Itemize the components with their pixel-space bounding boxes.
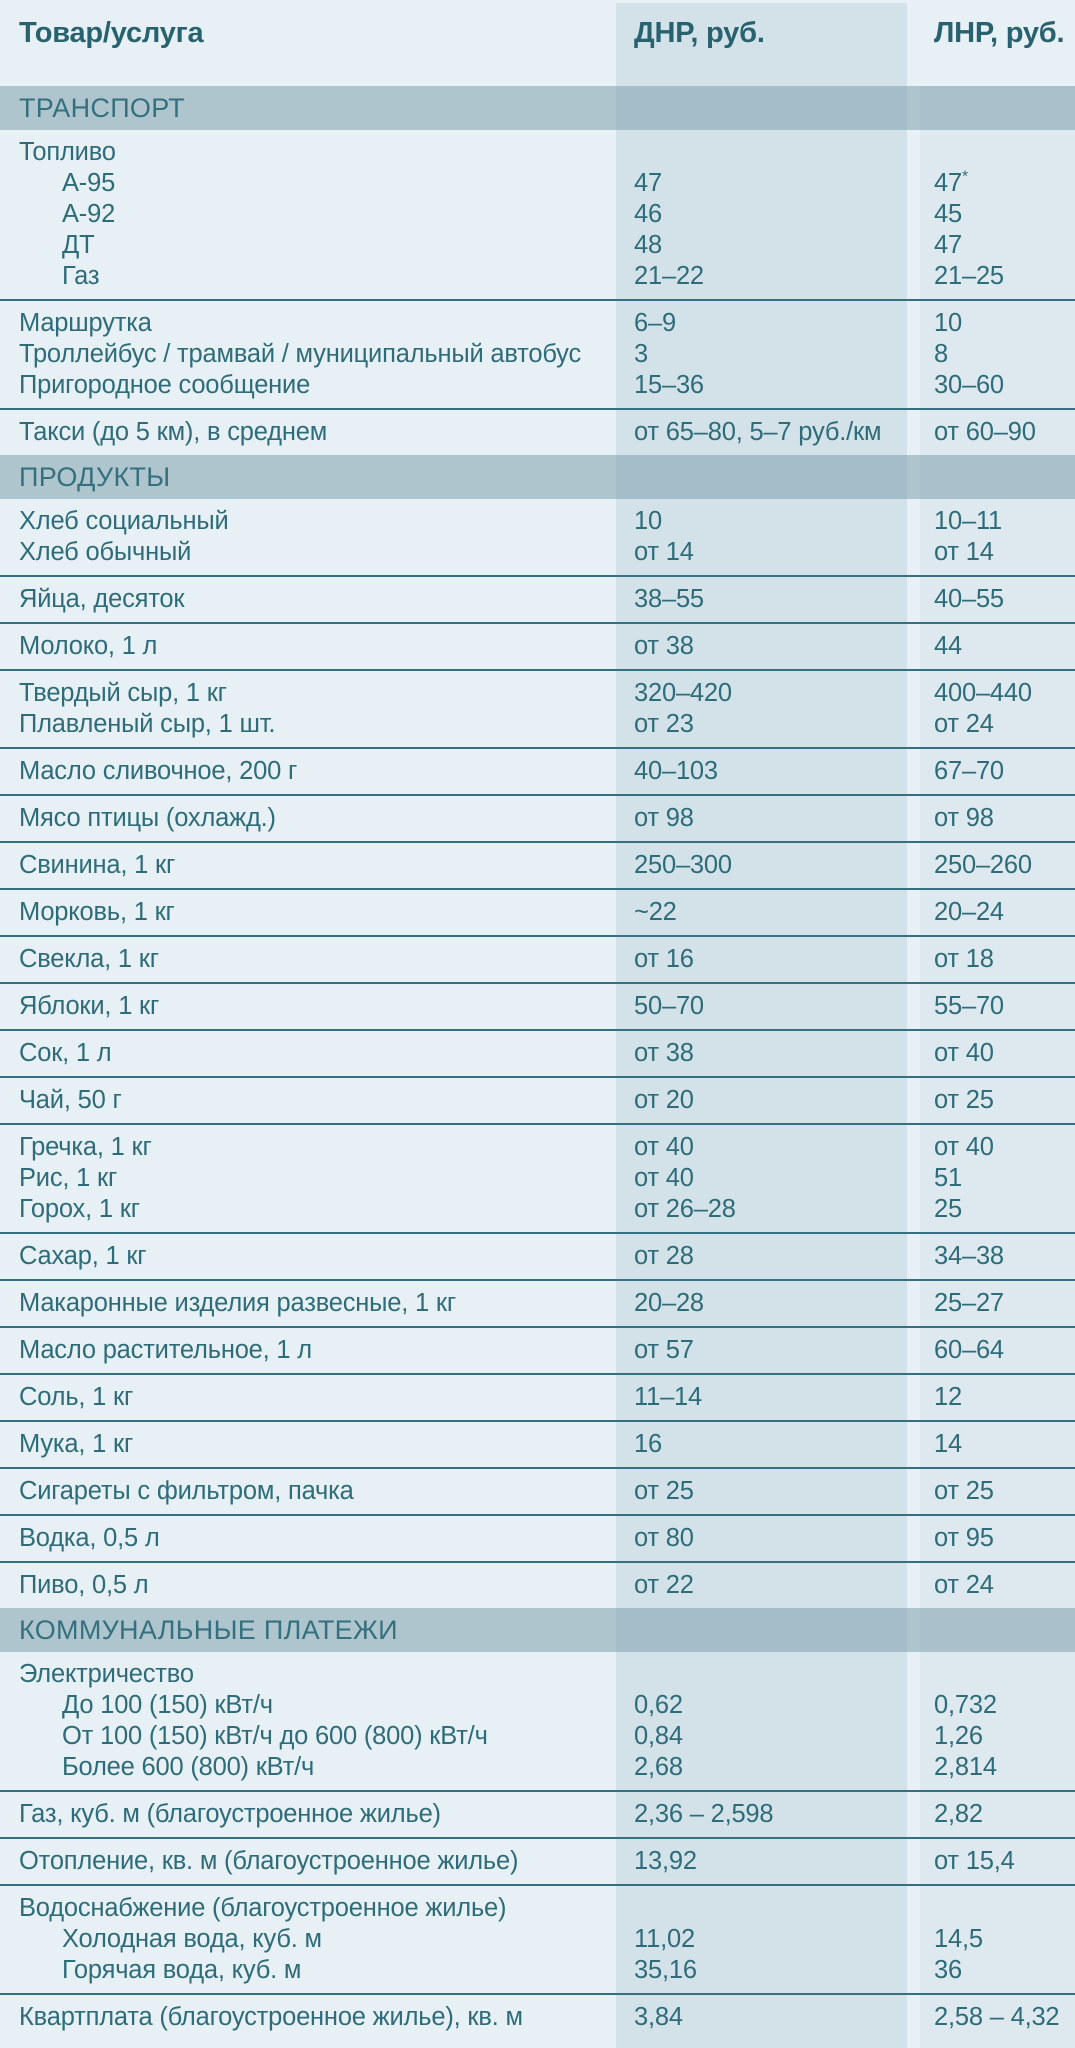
table-row [0, 199, 1075, 230]
row-group [0, 982, 1075, 1029]
row-group [0, 1652, 1075, 1790]
column-gap [907, 199, 920, 230]
row-group [0, 1373, 1075, 1420]
table-row [0, 261, 1075, 292]
dnr-value: 46 [634, 200, 662, 228]
lnr-value: 47 [934, 231, 962, 259]
lnr-value: 2,814 [934, 1753, 997, 1781]
table-row [0, 1194, 1075, 1225]
lnr-value: от 95 [934, 1524, 994, 1552]
row-label: Молоко, 1 л [19, 632, 158, 660]
row-group [0, 1837, 1075, 1884]
dnr-value: 15–36 [634, 371, 704, 399]
lnr-value: 25–27 [934, 1289, 1004, 1317]
row-label: Троллейбус / трамвай / муниципальный автобус [19, 340, 581, 368]
row-group [0, 575, 1075, 622]
row-label: Плавленый сыр, 1 шт. [19, 710, 276, 738]
row-group [0, 1279, 1075, 1326]
column-gap [907, 1038, 920, 1069]
dnr-value: 35,16 [634, 1956, 697, 1984]
column-gap [907, 1382, 920, 1413]
row-label: Соль, 1 кг [19, 1383, 134, 1411]
table-row [0, 1955, 1075, 1986]
column-gap [907, 1924, 920, 1955]
lnr-value: 40–55 [934, 585, 1004, 613]
dnr-value: 6–9 [634, 309, 676, 337]
column-header-lnr: ЛНР, руб. [934, 17, 1065, 49]
column-gap [907, 756, 920, 787]
row-group [0, 1123, 1075, 1232]
column-gap [907, 709, 920, 740]
table-row [0, 1038, 1075, 1069]
row-group [0, 841, 1075, 888]
table-row [0, 2002, 1075, 2033]
row-group [0, 408, 1075, 455]
lnr-value: 1,26 [934, 1722, 983, 1750]
row-label: Свинина, 1 кг [19, 851, 176, 879]
lnr-value: от 25 [934, 1086, 994, 1114]
dnr-value: 3 [634, 340, 648, 368]
lnr-value: 34–38 [934, 1242, 1004, 1270]
row-group [0, 1884, 1075, 1993]
column-gap [907, 850, 920, 881]
row-group [0, 1467, 1075, 1514]
column-gap [907, 1893, 920, 1924]
dnr-value: 11–14 [634, 1383, 703, 1411]
column-gap [907, 1288, 920, 1319]
column-gap [907, 631, 920, 662]
row-label: Газ [62, 262, 100, 290]
table-row [0, 1924, 1075, 1955]
dnr-value: от 80 [634, 1524, 694, 1552]
lnr-value: от 60–90 [934, 418, 1036, 446]
column-gap [907, 1690, 920, 1721]
column-gap [907, 1429, 920, 1460]
lnr-value: 45 [934, 200, 962, 228]
dnr-value: от 28 [634, 1242, 694, 1270]
dnr-value: 48 [634, 231, 662, 259]
row-label: Хлеб социальный [19, 507, 229, 535]
dnr-value: 2,68 [634, 1753, 683, 1781]
table-row [0, 137, 1075, 168]
column-gap [907, 1659, 920, 1690]
table-row [0, 506, 1075, 537]
dnr-value: 47 [634, 169, 662, 197]
row-label: Водка, 0,5 л [19, 1524, 160, 1552]
dnr-value: от 14 [634, 538, 694, 566]
row-label: Твердый сыр, 1 кг [19, 679, 227, 707]
dnr-value: 0,84 [634, 1722, 683, 1750]
dnr-value: от 38 [634, 632, 694, 660]
footnote-asterisk: * [961, 168, 968, 186]
lnr-value: 47* [934, 168, 968, 197]
table-row [0, 1846, 1075, 1877]
row-group [0, 747, 1075, 794]
dnr-value: 50–70 [634, 992, 704, 1020]
dnr-value: от 20 [634, 1086, 694, 1114]
table-row [0, 709, 1075, 740]
lnr-value: от 40 [934, 1133, 994, 1161]
row-label: Квартплата (благоустроенное жилье), кв. м [19, 2003, 523, 2031]
row-label: Холодная вода, куб. м [62, 1925, 322, 1953]
table-row [0, 417, 1075, 448]
row-group [0, 1514, 1075, 1561]
table-row [0, 803, 1075, 834]
column-gap [907, 1955, 920, 1986]
table-row [0, 678, 1075, 709]
section-band: КОММУНАЛЬНЫЕ ПЛАТЕЖИ [0, 1608, 1075, 1652]
row-label: Пригородное сообщение [19, 371, 311, 399]
section-band: ТРАНСПОРТ [0, 86, 1075, 130]
row-label: Мука, 1 кг [19, 1430, 134, 1458]
lnr-value: 14,5 [934, 1925, 983, 1953]
row-group [0, 499, 1075, 575]
table-row [0, 1476, 1075, 1507]
row-group [0, 888, 1075, 935]
row-group [0, 1029, 1075, 1076]
lnr-value: 67–70 [934, 757, 1004, 785]
row-label: От 100 (150) кВт/ч до 600 (800) кВт/ч [62, 1722, 488, 1750]
table-row [0, 1288, 1075, 1319]
column-gap [907, 1799, 920, 1830]
row-label: Отопление, кв. м (благоустроенное жилье) [19, 1847, 519, 1875]
table-row [0, 991, 1075, 1022]
lnr-value: 21–25 [934, 262, 1004, 290]
column-gap [907, 1846, 920, 1877]
column-gap [907, 417, 920, 448]
table-row [0, 897, 1075, 928]
lnr-value: 2,58 – 4,32 [934, 2003, 1060, 2031]
row-label: Пиво, 0,5 л [19, 1571, 149, 1599]
lnr-value: 250–260 [934, 851, 1032, 879]
row-label: Горячая вода, куб. м [62, 1956, 302, 1984]
row-label: Мясо птицы (охлажд.) [19, 804, 276, 832]
table-row [0, 631, 1075, 662]
column-gap [907, 1163, 920, 1194]
column-gap [907, 168, 920, 199]
row-group [0, 794, 1075, 841]
table-row [0, 1132, 1075, 1163]
lnr-value: 8 [934, 340, 948, 368]
row-label: Более 600 (800) кВт/ч [62, 1753, 315, 1781]
lnr-value: 30–60 [934, 371, 1004, 399]
column-header-item: Товар/услуга [19, 17, 204, 49]
table-row [0, 1570, 1075, 1601]
dnr-value: от 16 [634, 945, 694, 973]
lnr-value [920, 1893, 1075, 1924]
row-group [0, 1232, 1075, 1279]
table-row [0, 1893, 1075, 1924]
row-group [0, 1076, 1075, 1123]
lnr-value: от 18 [934, 945, 994, 973]
dnr-value: 13,92 [634, 1847, 697, 1875]
dnr-value: от 98 [634, 804, 694, 832]
table-row [0, 1335, 1075, 1366]
row-group [0, 1420, 1075, 1467]
row-label: Электричество [19, 1660, 194, 1688]
lnr-value [920, 1659, 1075, 1690]
dnr-value: 2,36 – 2,598 [634, 1800, 774, 1828]
dnr-value [616, 1659, 907, 1690]
table-header-row [0, 0, 1075, 86]
row-label: ДТ [62, 231, 95, 259]
row-label: Топливо [19, 138, 116, 166]
table-row [0, 1241, 1075, 1272]
table-row [0, 370, 1075, 401]
table-row [0, 1163, 1075, 1194]
column-gap [907, 1752, 920, 1783]
dnr-value: 3,84 [634, 2003, 683, 2031]
dnr-value: от 22 [634, 1571, 694, 1599]
column-gap [907, 506, 920, 537]
dnr-value: 40–103 [634, 757, 718, 785]
lnr-value: 14 [934, 1430, 962, 1458]
lnr-value: 0,732 [934, 1691, 997, 1719]
column-gap [907, 2002, 920, 2033]
row-group [0, 1790, 1075, 1837]
row-group [0, 1561, 1075, 1608]
lnr-value: 12 [934, 1383, 962, 1411]
row-label: Свекла, 1 кг [19, 945, 159, 973]
column-gap [907, 584, 920, 615]
column-gap [907, 1570, 920, 1601]
lnr-value: 25 [934, 1195, 962, 1223]
row-label: Хлеб обычный [19, 538, 192, 566]
row-label: Сахар, 1 кг [19, 1242, 147, 1270]
row-label: Макаронные изделия развесные, 1 кг [19, 1289, 456, 1317]
section-band: ПРОДУКТЫ [0, 455, 1075, 499]
row-label: Маршрутка [19, 309, 152, 337]
row-group [0, 299, 1075, 408]
dnr-value [616, 1893, 907, 1924]
row-label: Сигареты с фильтром, пачка [19, 1477, 354, 1505]
column-gap [907, 0, 920, 86]
dnr-value: 38–55 [634, 585, 704, 613]
column-gap [907, 678, 920, 709]
lnr-value: от 98 [934, 804, 994, 832]
table-row [0, 1085, 1075, 1116]
column-gap [907, 1241, 920, 1272]
dnr-value: от 25 [634, 1477, 694, 1505]
column-gap [907, 1476, 920, 1507]
table-row [0, 1752, 1075, 1783]
table-row [0, 537, 1075, 568]
row-label: Водоснабжение (благоустроенное жилье) [19, 1894, 507, 1922]
table-row [0, 230, 1075, 261]
column-gap [907, 1132, 920, 1163]
dnr-value: 11,02 [634, 1925, 695, 1953]
lnr-value: 51 [934, 1164, 962, 1192]
lnr-value: от 15,4 [934, 1847, 1015, 1875]
lnr-value: 2,82 [934, 1800, 983, 1828]
column-gap [907, 261, 920, 292]
row-label: Гречка, 1 кг [19, 1133, 152, 1161]
column-gap [907, 308, 920, 339]
table-row [0, 850, 1075, 881]
dnr-value: от 26–28 [634, 1195, 736, 1223]
dnr-value: 21–22 [634, 262, 704, 290]
dnr-value: от 40 [634, 1133, 694, 1161]
row-label: Масло растительное, 1 л [19, 1336, 312, 1364]
table-row [0, 756, 1075, 787]
column-gap [907, 339, 920, 370]
dnr-value: 16 [634, 1430, 662, 1458]
lnr-value: от 24 [934, 710, 994, 738]
table-row [0, 1659, 1075, 1690]
lnr-value [920, 137, 1075, 168]
lnr-value: от 40 [934, 1039, 994, 1067]
column-gap [907, 944, 920, 975]
dnr-value: от 38 [634, 1039, 694, 1067]
row-label: Рис, 1 кг [19, 1164, 118, 1192]
lnr-value: от 24 [934, 1571, 994, 1599]
dnr-value: от 57 [634, 1336, 694, 1364]
row-label: А-95 [62, 169, 116, 197]
column-gap [907, 1523, 920, 1554]
column-gap [907, 137, 920, 168]
table-row [0, 1523, 1075, 1554]
row-label: Горох, 1 кг [19, 1195, 140, 1223]
row-group [0, 130, 1075, 299]
row-group [0, 1993, 1075, 2048]
lnr-value: 44 [934, 632, 962, 660]
dnr-value: 0,62 [634, 1691, 683, 1719]
table-row [0, 168, 1075, 199]
dnr-value: ~22 [634, 898, 677, 926]
lnr-value: 400–440 [934, 679, 1032, 707]
lnr-value: 60–64 [934, 1336, 1004, 1364]
table-row [0, 339, 1075, 370]
lnr-value: 36 [934, 1956, 962, 1984]
column-gap [907, 991, 920, 1022]
dnr-value: от 23 [634, 710, 694, 738]
row-label: Морковь, 1 кг [19, 898, 175, 926]
row-group [0, 622, 1075, 669]
row-label: Газ, куб. м (благоустроенное жилье) [19, 1800, 441, 1828]
dnr-value: 10 [634, 507, 662, 535]
column-gap [907, 230, 920, 261]
row-label: Сок, 1 л [19, 1039, 112, 1067]
dnr-value: от 40 [634, 1164, 694, 1192]
table-row [0, 944, 1075, 975]
table-row [0, 1721, 1075, 1752]
lnr-value: от 25 [934, 1477, 994, 1505]
row-label: Яблоки, 1 кг [19, 992, 160, 1020]
row-label: Масло сливочное, 200 г [19, 757, 298, 785]
table-body [0, 86, 1075, 2048]
column-gap [907, 1335, 920, 1366]
lnr-value: 55–70 [934, 992, 1004, 1020]
dnr-value: 250–300 [634, 851, 732, 879]
row-label: А-92 [62, 200, 116, 228]
row-label: Такси (до 5 км), в среднем [19, 418, 328, 446]
column-gap [907, 1085, 920, 1116]
column-gap [907, 370, 920, 401]
lnr-value: от 14 [934, 538, 994, 566]
dnr-value [616, 137, 907, 168]
table-row [0, 1429, 1075, 1460]
column-gap [907, 897, 920, 928]
table-row [0, 584, 1075, 615]
lnr-value: 10–11 [934, 507, 1003, 535]
lnr-value: 10 [934, 309, 962, 337]
column-gap [907, 803, 920, 834]
table-row [0, 1799, 1075, 1830]
row-group [0, 669, 1075, 747]
dnr-value: от 65–80, 5–7 руб./км [634, 418, 882, 446]
row-label: Чай, 50 г [19, 1086, 122, 1114]
row-label: До 100 (150) кВт/ч [62, 1691, 273, 1719]
column-gap [907, 537, 920, 568]
table-row [0, 308, 1075, 339]
lnr-value: 20–24 [934, 898, 1004, 926]
table-row [0, 1690, 1075, 1721]
dnr-value: 320–420 [634, 679, 732, 707]
row-label: Яйца, десяток [19, 585, 185, 613]
row-group [0, 935, 1075, 982]
column-gap [907, 1194, 920, 1225]
dnr-value: 20–28 [634, 1289, 704, 1317]
column-gap [907, 1721, 920, 1752]
table-row [0, 1382, 1075, 1413]
column-header-dnr: ДНР, руб. [634, 17, 765, 49]
row-group [0, 1326, 1075, 1373]
